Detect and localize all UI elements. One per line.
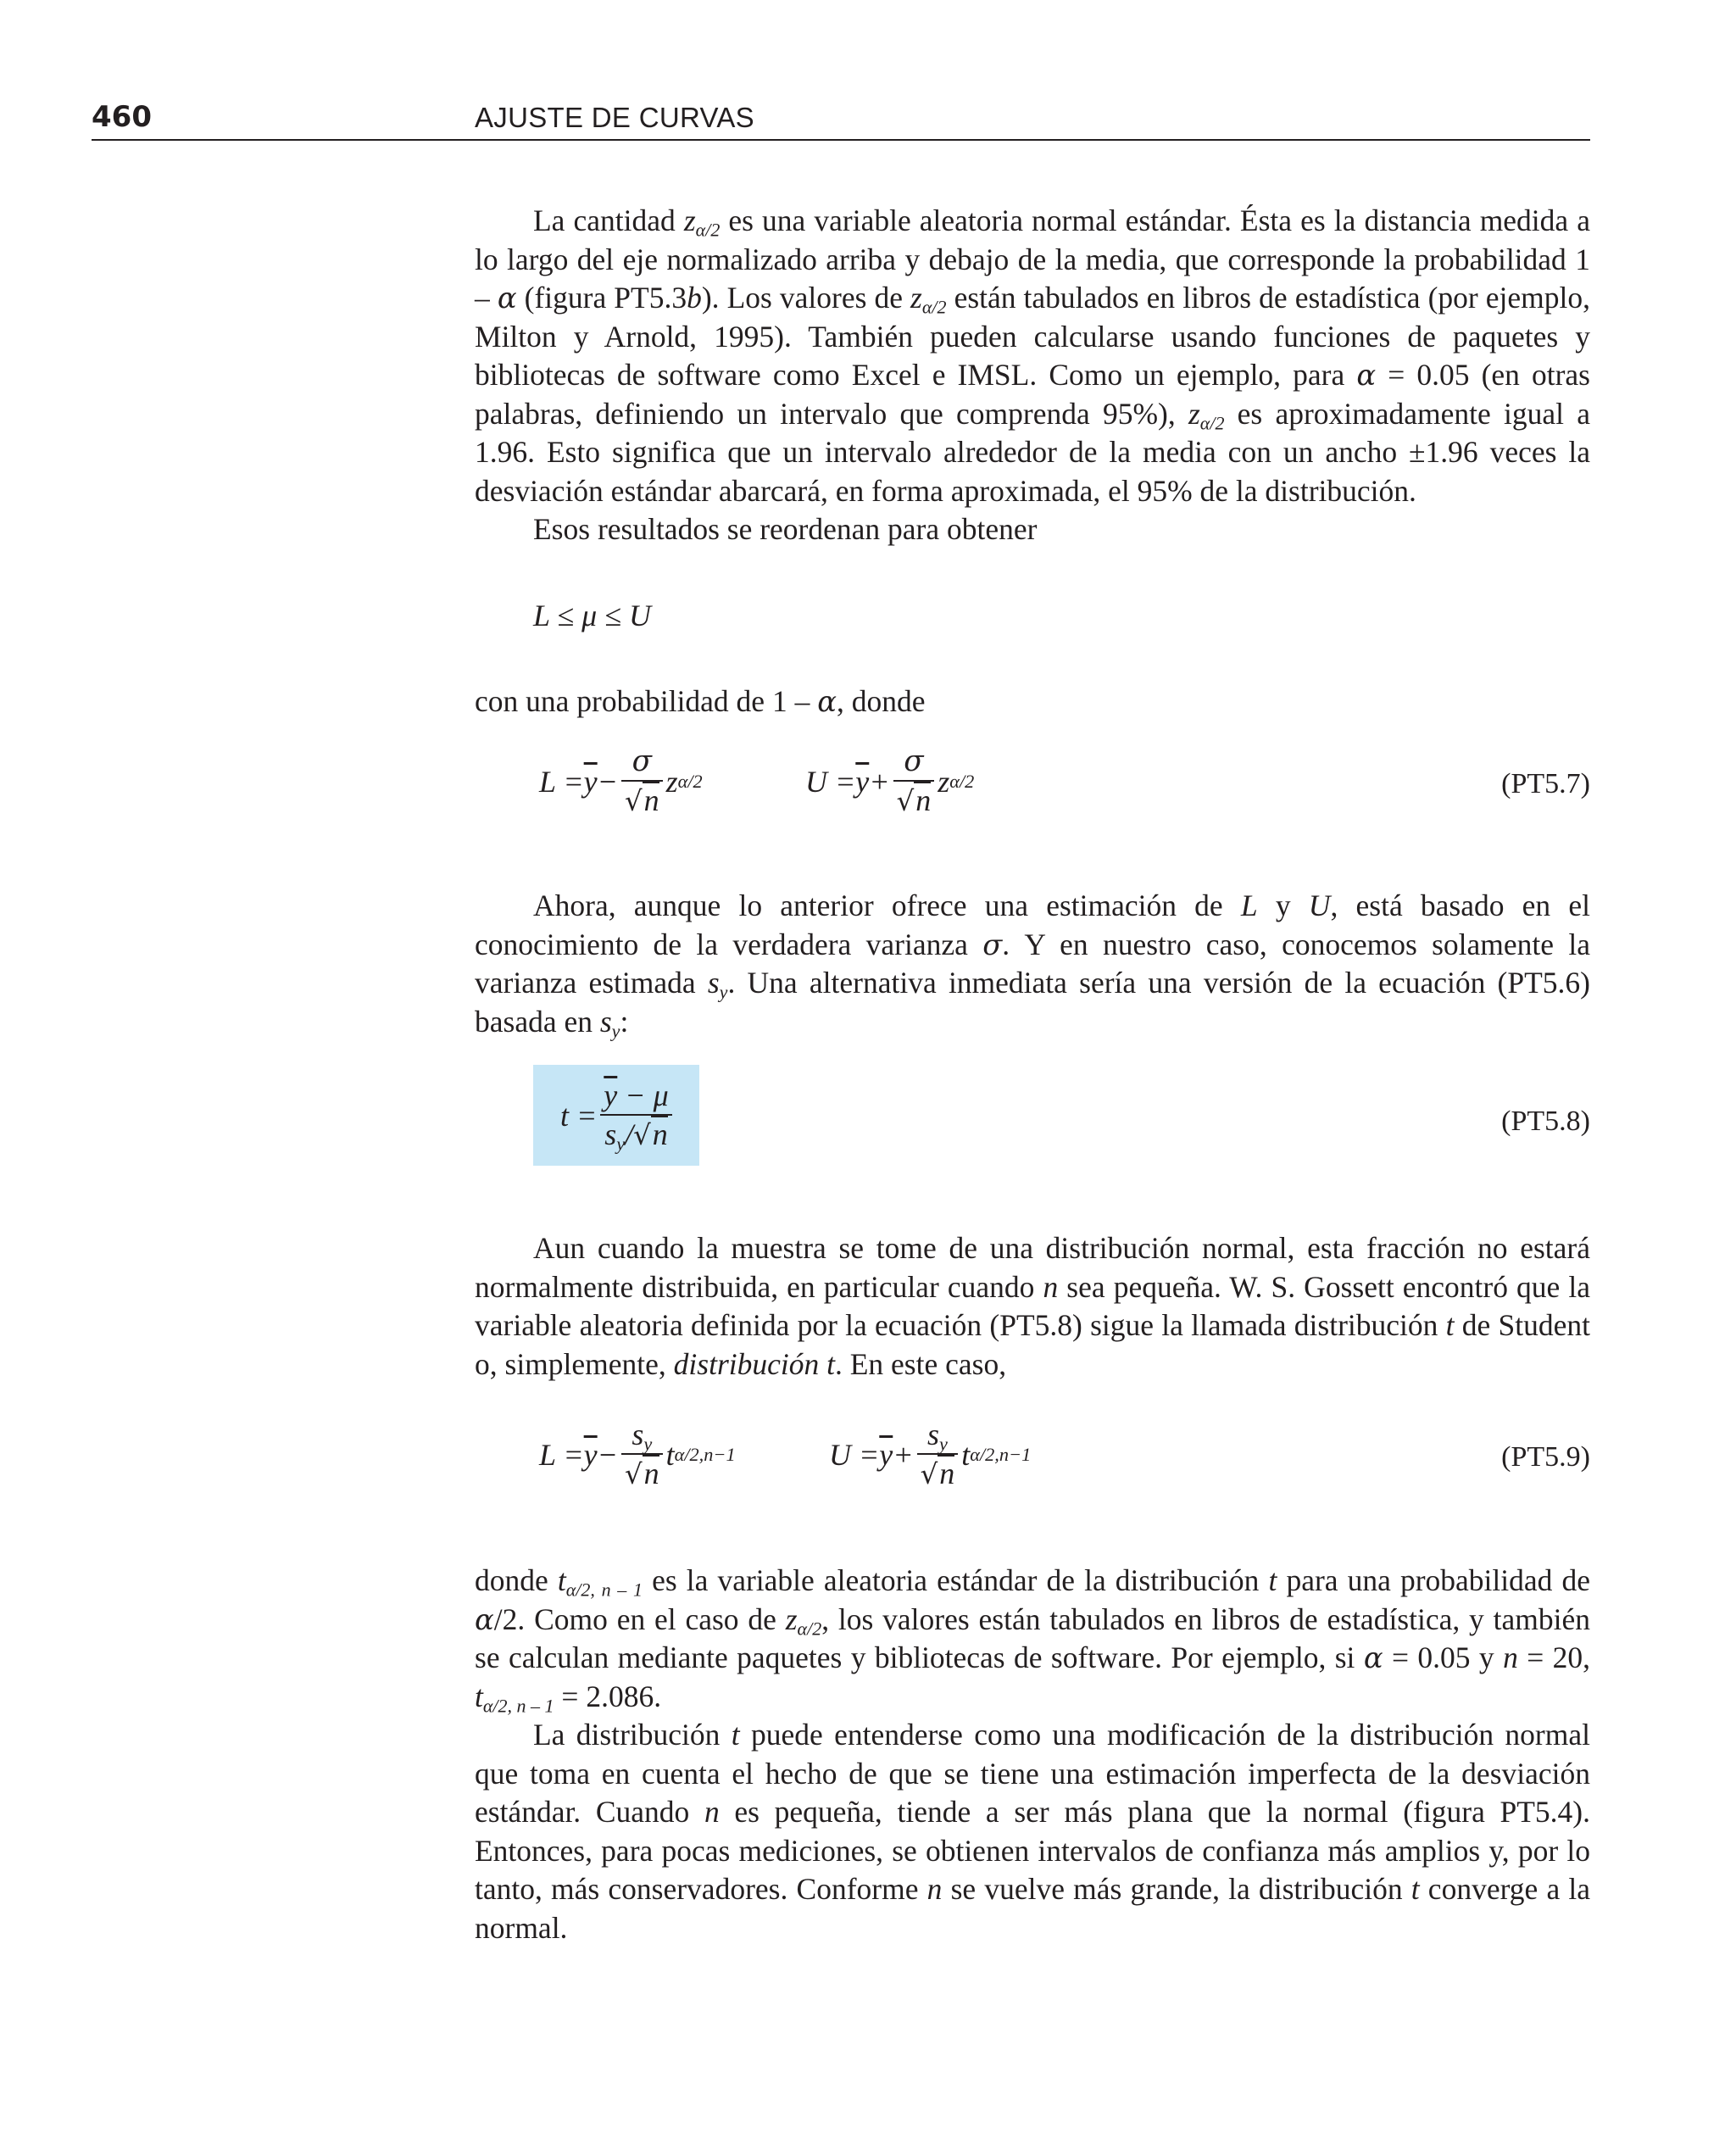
equation-label-pt5-8: (PT5.8): [1501, 1106, 1590, 1137]
equation-pt5-9: L = $\overline{y}$ − $\frac{s_y}{√n}$ t α/2,n−1 U = $\overline{y}$ + $\frac{s_y}{√n}$ t α/2,n−1 (PT5.9): [475, 1416, 1590, 1509]
equation-pt5-7: L = $\overline{y}$ − $\frac{\sigma}{√n}$ z α/2 U = $\overline{y}$ + $\frac{\sigma}{√n}$ z α/2 (PT5.7): [475, 743, 1590, 836]
page-number: 460: [92, 100, 152, 134]
paragraph-t-distribution: La distribución t puede entenderse como una modificación de la distribución normal que toma en cuenta el hecho de que se tiene una estimación imperfecta de la desviación estándar. Cuando n es pequeña, tiende a ser más plana que la normal (figura PT5.4). Entonces, para pocas mediciones, se obtienen intervalos de confianza más amplios y, por lo tanto, más conservadores. Conforme n se vuelve más grande, la distribución t converge a la normal.: [475, 1718, 1591, 1945]
paragraph-z-alpha: La cantidad $z_{\alpha/2}$ es una variable aleatoria normal estándar. Ésta es la distancia medida a lo largo del eje normalizado arriba y debajo de la media, que corresponde la probabilidad 1 – α (figura PT5.3b). Los valores de $z_{\alpha/2}$ están tabulados en libros de estadística (por ejemplo, Milton y Arnold, 1995). También pueden calcularse usando funciones de paquetes y bibliotecas de software como Excel e IMSL. Como un ejemplo, para α = 0.05 (en otras palabras, definiendo un intervalo que comprenda 95%), $z_{\alpha/2}$ es aproximadamente igual a 1.96. Esto significa que un intervalo alrededor de la media con un ancho ±1.96 veces la desviación estándar abarcará, en forma aproximada, el 95% de la distribución.: [475, 203, 1591, 508]
paragraph-rearranged: Esos resultados se reordenan para obtener: [533, 512, 1038, 546]
highlighted-equation-box: t = $\frac{\overline{y} - \mu}{s_y/√n}$: [533, 1065, 699, 1166]
page-header: [92, 95, 1590, 141]
equation-label-pt5-7: (PT5.7): [1501, 768, 1590, 799]
paragraph-probability: con una probabilidad de 1 – α, donde: [475, 683, 926, 718]
running-title: AJUSTE DE CURVAS: [475, 102, 754, 133]
inequality-equation: L ≤ μ ≤ U: [533, 598, 651, 632]
paragraph-variance: Ahora, aunque lo anterior ofrece una estimación de L y U, está basado en el conocimiento de la verdadera varianza σ. Y en nuestro caso, conocemos solamente la varianza estimada $s_y$. Una alternativa inmediata sería una versión de la ecuación (PT5.6) basada en $s_y$:: [475, 888, 1591, 1042]
paragraph-student-t: Aun cuando la muestra se tome de una distribución normal, esta fracción no estará normalmente distribuida, en particular cuando n sea pequeña. W. S. Gossett encontró que la variable aleatoria definida por la ecuación (PT5.8) sigue la llamada distribución t de Student o, simplemente, distribución t. En este caso,: [475, 1231, 1591, 1381]
paragraph-t-variable: donde $t_{\alpha/2, n - 1}$ es la variable aleatoria estándar de la distribución t para una probabilidad de α/2. Como en el caso de $z_{\alpha/2}$, los valores están tabulados en libros de estadística, y también se calculan mediante paquetes y bibliotecas de software. Por ejemplo, si α = 0.05 y n = 20, $t_{\alpha/2, n - 1} = 2.086$.: [475, 1563, 1590, 1717]
equation-label-pt5-9: (PT5.9): [1501, 1441, 1590, 1473]
body-text: [475, 202, 1590, 1947]
equation-pt5-8: [475, 1065, 1590, 1194]
